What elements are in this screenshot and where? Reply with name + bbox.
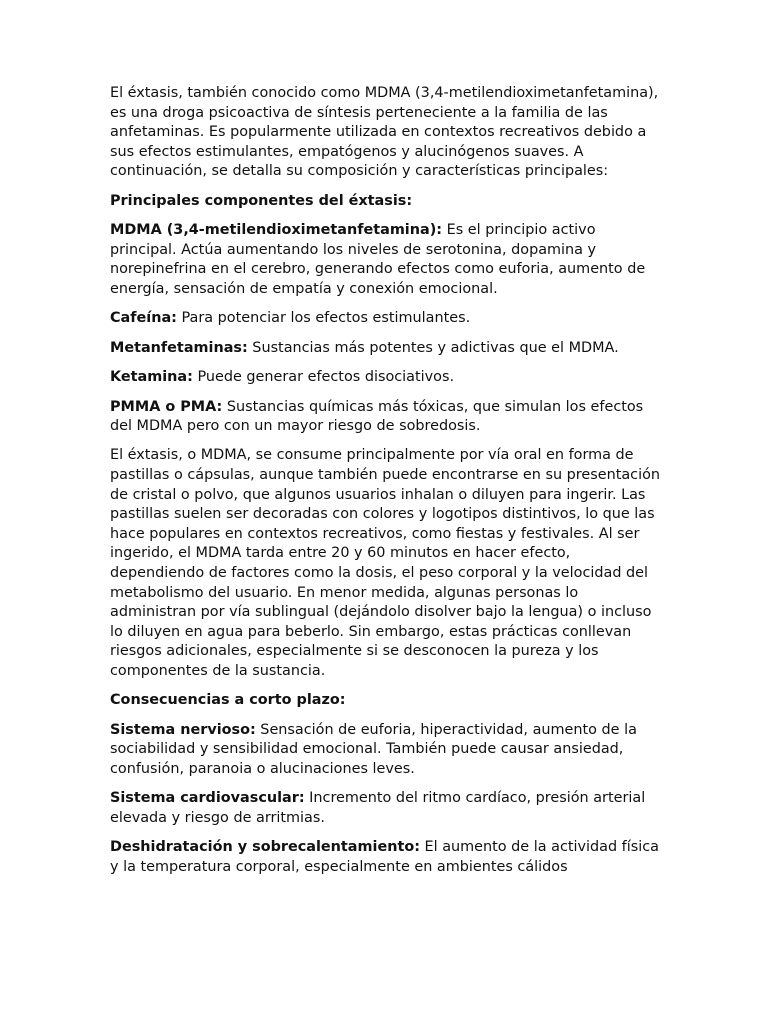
consequence-item-nervioso (110, 721, 662, 780)
component-item-metanfetaminas (110, 339, 662, 359)
consumption-paragraph: El éxtasis, o MDMA, se consume principalmente por vía oral en forma de pastillas o cápsulas, aunque también puede encontrarse en su presentación de cristal o polvo, que algunos usuarios inhalan o diluyen para ingerir. Las pastillas suelen ser decoradas con colores y logotipos distintivos, lo que las hace populares en contextos recreativos, como fiestas y festivales. Al ser ingerido, el MDMA tarda entre 20 y 60 minutos en hacer efecto, dependiendo de factores como la dosis, el peso corporal y la velocidad del metabolismo del usuario. En menor medida, algunas personas lo administran por vía sublingual (dejándolo disolver bajo la lengua) o incluso lo diluyen en agua para beberlo. Sin embargo, estas prácticas conllevan riesgos adicionales, especialmente si se desconocen la pureza y los componentes de la sustancia. (110, 447, 661, 680)
component-text: Puede generar efectos disociativos. (192, 369, 455, 386)
consequence-term: Sistema nervioso: (110, 721, 256, 738)
consequence-item-cardiovascular (110, 789, 662, 828)
consequence-text: El aumento de la actividad física y la temperatura corporal, especialmente en ambientes cálidos (110, 839, 659, 875)
consequence-item-deshidratacion (110, 838, 662, 877)
component-item-ketamina (110, 368, 662, 388)
component-term: Ketamina: (110, 369, 193, 386)
component-text: Sustancias químicas más tóxicas, que simulan los efectos del MDMA pero con un mayor riesgo de sobredosis. (110, 398, 644, 435)
intro-paragraph: El éxtasis, también conocido como MDMA (3,4-metilendioximetanfetamina), es una droga psicoactiva de síntesis perteneciente a la familia de las anfetaminas. Es popularmente utilizada en contextos recreativos debido a sus efectos estimulantes, empatógenos y alucinógenos suaves. A continuación, se detalla su composición y características principales: (110, 85, 659, 180)
consequences-heading: Consecuencias a corto plazo: (110, 692, 346, 709)
consequence-term: Deshidratación y sobrecalentamiento: (110, 839, 420, 856)
consequence-text: Incremento del ritmo cardíaco, presión arterial elevada y riesgo de arritmias. (110, 790, 646, 826)
components-heading: Principales componentes del éxtasis: (110, 192, 413, 209)
component-term: MDMA (3,4-metilendioximetanfetamina): (110, 222, 443, 239)
component-item-cafeina (110, 309, 662, 329)
consequence-term: Sistema cardiovascular: (110, 790, 305, 807)
document-page (110, 84, 662, 887)
component-text: Para potenciar los efectos estimulantes. (176, 310, 471, 327)
component-text: Sustancias más potentes y adictivas que el MDMA. (247, 339, 619, 356)
component-term: Metanfetaminas: (110, 339, 248, 356)
component-item-pmma (110, 398, 662, 437)
component-term: Cafeína: (110, 310, 177, 327)
consequence-text: Sensación de euforia, hiperactividad, aumento de la sociabilidad y sensibilidad emocional. También puede causar ansiedad, confusión, paranoia o alucinaciones leves. (110, 721, 637, 777)
component-text: Es el principio activo principal. Actúa aumentando los niveles de serotonina, dopamina y norepinefrina en el cerebro, generando efectos como euforia, aumento de energía, sensación de empatía y conexión emocional. (110, 222, 646, 297)
component-item-mdma (110, 221, 662, 299)
component-term: PMMA o PMA: (110, 398, 223, 415)
